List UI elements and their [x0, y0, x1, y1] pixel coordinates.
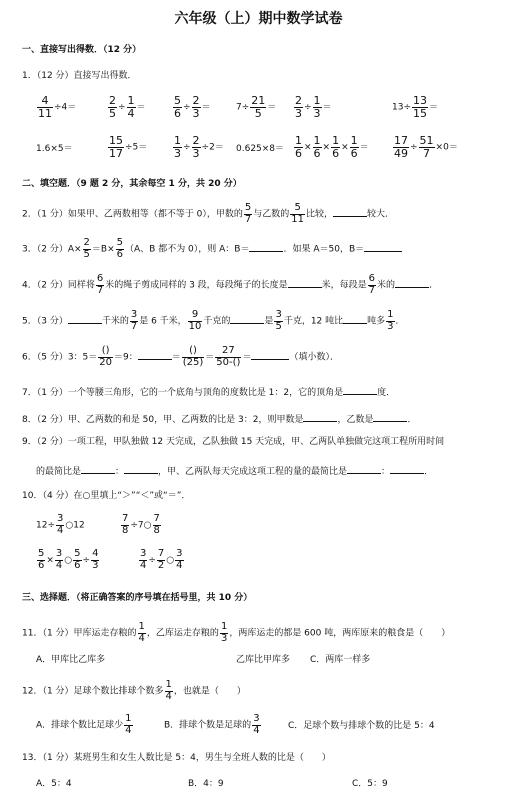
q1-item-8: $\frac{15}{17}$ ÷5＝	[109, 134, 148, 160]
answer-blank[interactable]	[124, 464, 158, 474]
q1-item-10: 0.625×8＝	[236, 144, 285, 154]
fraction: $\frac{5}{6}$	[174, 94, 181, 120]
fraction: $\frac{9}{10}$	[188, 309, 202, 332]
fraction: $\frac{2}{5}$	[83, 237, 90, 260]
fraction: $\frac{3}{5}$	[275, 309, 282, 332]
answer-blank[interactable]	[68, 314, 102, 324]
fraction: $\frac{1}{4}$	[138, 621, 145, 644]
fraction: $\frac{4}{3}$	[92, 548, 99, 571]
fraction: $\frac{7}{8}$	[153, 513, 160, 536]
fraction: $\frac{2}{3}$	[192, 134, 200, 160]
section-2-heading: 二、填空题．（9 题 2 分，其余每空 1 分，共 20 分）	[22, 179, 242, 189]
fraction: $\frac{1}{4}$	[125, 713, 132, 736]
fraction: $\frac{6}{7}$	[96, 273, 104, 296]
q11-option-c[interactable]: C．两库一样多	[310, 655, 371, 665]
fraction: $\frac{()}{20}$	[99, 345, 112, 368]
q1-item-12: $\frac{17}{49}$ ÷ $\frac{51}{7}$ ×0＝	[394, 134, 458, 160]
q11: 11．（1 分）甲库运走存粮的 $\frac{1}{4}$ ，乙库运走存粮的 $\frac{1}{3}$ ，两库运走的都是 600 吨，两库原来的粮食是（ ）	[22, 621, 451, 644]
fraction: $\frac{3}{7}$	[130, 309, 138, 332]
fraction: $\frac{5}{6}$	[116, 237, 123, 260]
q10-item-4: $\frac{3}{4}$ ÷ $\frac{7}{2}$ ○ $\frac{3}{4}$	[140, 548, 183, 571]
q9-line-1: 9．（2 分）一项工程，甲队独做 12 天完成，乙队独做 15 天完成，甲、乙两队单独做完这项工程所用时间	[22, 437, 445, 447]
q12-option-b[interactable]: B．排球个数是足球的 $\frac{3}{4}$	[164, 713, 260, 736]
fraction: $\frac{51}{7}$	[419, 134, 434, 160]
answer-blank[interactable]	[333, 207, 367, 217]
q5: 5．（3 分） 千米的 $\frac{3}{7}$ 是 6 千米， $\frac{9}{10}$ 千克的 是 $\frac{3}{5}$ 千克，12 吨比 吨多 $\frac{1}{3}$ ．	[22, 309, 405, 332]
q8: 8．（2 分）甲、乙两数的和是 50，甲、乙两数的比是 3：2，则甲数是 ，乙数是 ．	[22, 412, 416, 425]
section-3-heading: 三、选择题．（将正确答案的序号填在括号里，共 10 分）	[22, 593, 253, 603]
fraction: $\frac{27}{50-()}$	[216, 345, 241, 368]
answer-blank[interactable]	[347, 464, 381, 474]
q1-item-3: $\frac{5}{6}$ ÷ $\frac{2}{3}$ ＝	[174, 94, 211, 120]
answer-blank[interactable]	[390, 464, 424, 474]
answer-blank[interactable]	[373, 412, 407, 422]
fraction: $\frac{5}{6}$	[38, 548, 45, 571]
fraction: $\frac{3}{4}$	[140, 548, 147, 571]
answer-blank[interactable]	[303, 412, 337, 422]
fraction: $\frac{7}{2}$	[157, 548, 165, 571]
section-1-heading: 一、直接写出得数．（12 分）	[22, 45, 142, 55]
answer-blank[interactable]	[138, 350, 172, 360]
q1-item-4: 7÷ $\frac{21}{5}$ ＝	[236, 94, 277, 120]
answer-blank[interactable]	[288, 278, 322, 288]
fraction: $\frac{2}{3}$	[192, 94, 200, 120]
fraction: $\frac{3}{4}$	[55, 548, 63, 571]
q10-item-1: 12÷ $\frac{3}{4}$ ○12	[36, 513, 85, 536]
q12: 12．（1 分）足球个数比排球个数多 $\frac{1}{4}$ ，也就是（ ）	[22, 679, 246, 702]
fraction: $\frac{1}{3}$	[174, 134, 181, 160]
answer-blank[interactable]	[251, 350, 289, 360]
q6: 6．（5 分）3：5＝ $\frac{()}{20}$ ＝9： ＝ $\frac{()}{(25)}$ ＝ $\frac{27}{50-()}$ ＝ （填小数）．	[22, 345, 339, 368]
fraction: $\frac{1}{6}$	[295, 134, 302, 160]
q13: 13．（1 分）某班男生和女生人数比是 5：4，男生与全班人数的比是（ ）	[22, 753, 331, 763]
q10-item-2: $\frac{7}{8}$ ÷7○ $\frac{7}{8}$	[122, 513, 160, 536]
fraction: $\frac{3}{4}$	[176, 548, 183, 571]
q1-stem: 1．（12 分）直接写出得数．	[22, 71, 137, 81]
fraction: $\frac{2}{5}$	[109, 94, 116, 120]
q1-item-7: 1.6×5＝	[36, 144, 73, 154]
fraction: $\frac{15}{17}$	[109, 134, 123, 160]
fraction: $\frac{5}{11}$	[291, 202, 305, 225]
q1-item-11: $\frac{1}{6}$ × $\frac{1}{6}$ × $\frac{1}{6}$ × $\frac{1}{6}$ ＝	[295, 134, 369, 160]
answer-blank[interactable]	[343, 385, 377, 395]
fraction: $\frac{5}{7}$	[244, 202, 252, 225]
q10-item-3: $\frac{5}{6}$ × $\frac{3}{4}$ ○ $\frac{5}{6}$ ÷ $\frac{4}{3}$	[38, 548, 99, 571]
q3: 3．（2 分）A× $\frac{2}{5}$ ＝B× $\frac{5}{6}$ （A、B 都不为 0），则 A：B＝ ．如果 A＝50，B＝	[22, 238, 402, 260]
fraction: $\frac{1}{3}$	[220, 621, 228, 644]
fraction: $\frac{1}{3}$	[313, 94, 321, 120]
q2: 2．（1 分）如果甲、乙两数相等（都不等于 0），甲数的 $\frac{5}{7}$ 与乙数的 $\frac{5}{11}$ 比较， 较大．	[22, 202, 395, 225]
fraction: $\frac{7}{8}$	[122, 513, 129, 536]
fraction: $\frac{3}{4}$	[253, 713, 260, 736]
fraction: $\frac{1}{6}$	[332, 134, 340, 160]
q9-line-2: 的最简比是 ： ，甲、乙两队每天完成这项工程的量的最简比是 ： ．	[36, 464, 433, 477]
answer-blank[interactable]	[230, 314, 264, 324]
fraction: $\frac{2}{3}$	[295, 94, 302, 120]
q12-option-c[interactable]: C．足球个数与排球个数的比是 5：4	[288, 721, 435, 731]
q1-item-6: 13÷ $\frac{13}{15}$ ＝	[392, 94, 439, 120]
q1-item-2: $\frac{2}{5}$ ÷ $\frac{1}{4}$ ＝	[109, 94, 146, 120]
fraction: $\frac{1}{6}$	[350, 134, 358, 160]
answer-blank[interactable]	[343, 314, 367, 324]
answer-blank[interactable]	[395, 278, 429, 288]
q13-option-c[interactable]: C．5：9	[352, 779, 388, 789]
fraction: $\frac{13}{15}$	[413, 94, 427, 120]
q7: 7．（1 分）一个等腰三角形，它的一个底角与顶角的度数比是 1：2，它的顶角是 度．	[22, 385, 395, 398]
fraction: $\frac{5}{6}$	[74, 548, 81, 571]
q11-option-b[interactable]: 乙库比甲库多	[236, 655, 291, 665]
fraction: $\frac{1}{4}$	[165, 679, 172, 702]
fraction: $\frac{3}{4}$	[57, 513, 64, 536]
q1-item-1: $\frac{4}{11}$ ÷4＝	[38, 94, 77, 120]
fraction: $\frac{1}{4}$	[127, 94, 135, 120]
answer-blank[interactable]	[364, 242, 402, 252]
q10-stem: 10．（4 分）在○里填上“＞”“＜”或“＝”．	[22, 491, 191, 501]
answer-blank[interactable]	[81, 464, 115, 474]
fraction: $\frac{21}{5}$	[251, 94, 266, 120]
fraction: $\frac{1}{6}$	[313, 134, 321, 160]
q1-item-5: $\frac{2}{3}$ ÷ $\frac{1}{3}$ ＝	[295, 94, 332, 120]
q1-item-9: $\frac{1}{3}$ ÷ $\frac{2}{3}$ ÷2＝	[174, 134, 224, 160]
fraction: $\frac{17}{49}$	[394, 134, 408, 160]
page-title: 六年级（上）期中数学试卷	[174, 11, 343, 27]
fraction: $\frac{()}{(25)}$	[182, 345, 204, 368]
q4: 4．（2 分）同样将 $\frac{6}{7}$ 米的绳子剪成同样的 3 段，每段绳子的长度是 米，每段是 $\frac{6}{7}$ 米的 ．	[22, 273, 439, 296]
q13-option-b[interactable]: B．4：9	[188, 779, 224, 789]
answer-blank[interactable]	[249, 242, 283, 252]
q11-option-a[interactable]: A．甲库比乙库多	[36, 655, 106, 665]
fraction: $\frac{4}{11}$	[38, 94, 52, 120]
fraction: $\frac{6}{7}$	[368, 273, 376, 296]
q12-option-a[interactable]: A．排球个数比足球少 $\frac{1}{4}$	[36, 713, 132, 736]
q13-option-a[interactable]: A．5：4	[36, 779, 72, 789]
fraction: $\frac{1}{3}$	[387, 309, 394, 332]
